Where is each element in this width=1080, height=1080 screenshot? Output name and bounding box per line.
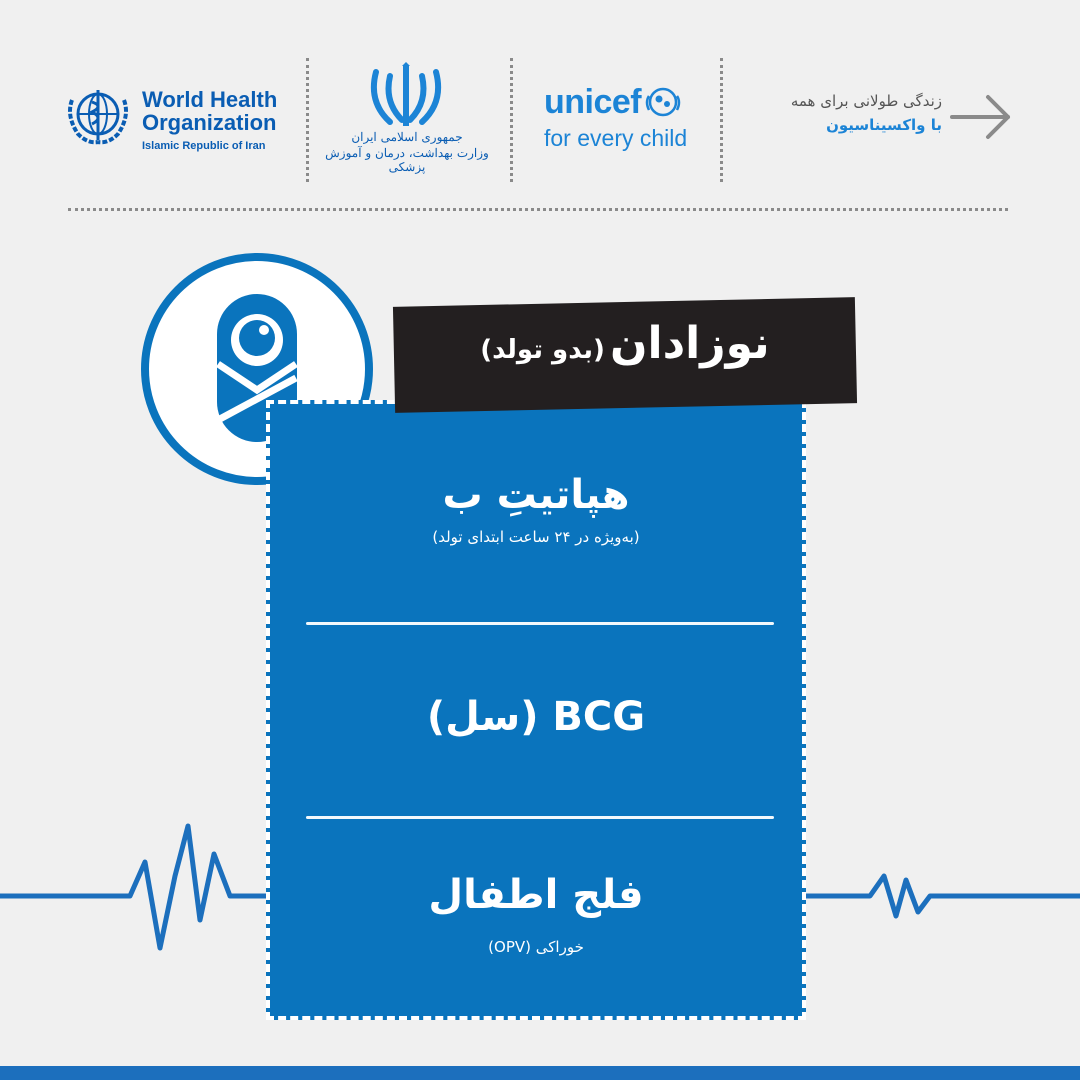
who-emblem-icon xyxy=(62,84,134,148)
vaccine-name-hepatitis-b: هپاتیتِ ب xyxy=(442,472,630,518)
vaccine-note-hepatitis-b: (به‌ویژه در ۲۴ ساعت ابتدای تولد) xyxy=(432,528,640,546)
iran-emblem-icon xyxy=(368,62,444,130)
bottom-bar xyxy=(0,1066,1080,1080)
moh-logo-text xyxy=(322,130,492,174)
header-divider xyxy=(510,58,513,182)
header-divider xyxy=(720,58,723,182)
moh-line-1: جمهوری اسلامی ایران xyxy=(351,130,463,144)
unicef-wordmark xyxy=(544,84,687,120)
vaccine-panel xyxy=(266,400,806,1020)
banner-subtitle: (بدو تولد) xyxy=(480,335,605,365)
who-line-2: Organization xyxy=(142,110,277,135)
unicef-tagline: for every child xyxy=(544,125,688,151)
who-line-1: World Health xyxy=(142,87,278,112)
vaccine-separator xyxy=(306,622,774,625)
unicef-word: unicef xyxy=(544,83,642,121)
who-logo-text xyxy=(142,88,277,152)
header-bottom-divider xyxy=(68,208,1008,211)
unicef-globe-icon xyxy=(645,84,681,120)
campaign-text xyxy=(791,92,942,134)
title-banner-text xyxy=(394,318,856,369)
arrow-right-icon xyxy=(948,92,1014,142)
vaccine-note-polio: خوراکی (OPV) xyxy=(488,938,584,956)
header-divider xyxy=(306,58,309,182)
campaign-line-1: زندگی طولانی برای همه xyxy=(790,92,942,110)
banner-title: نوزادان xyxy=(609,318,770,369)
campaign-line-2: با واکسیناسیون xyxy=(826,116,942,134)
vaccine-name-bcg: BCG (سل) xyxy=(426,694,646,740)
vaccine-name-polio: فلج اطفال xyxy=(428,872,644,918)
moh-line-2: وزارت بهداشت، درمان و آموزش پزشکی xyxy=(325,146,489,174)
who-line-3: Islamic Republic of Iran xyxy=(142,140,266,152)
vaccine-separator xyxy=(306,816,774,819)
unicef-logo xyxy=(544,84,687,150)
